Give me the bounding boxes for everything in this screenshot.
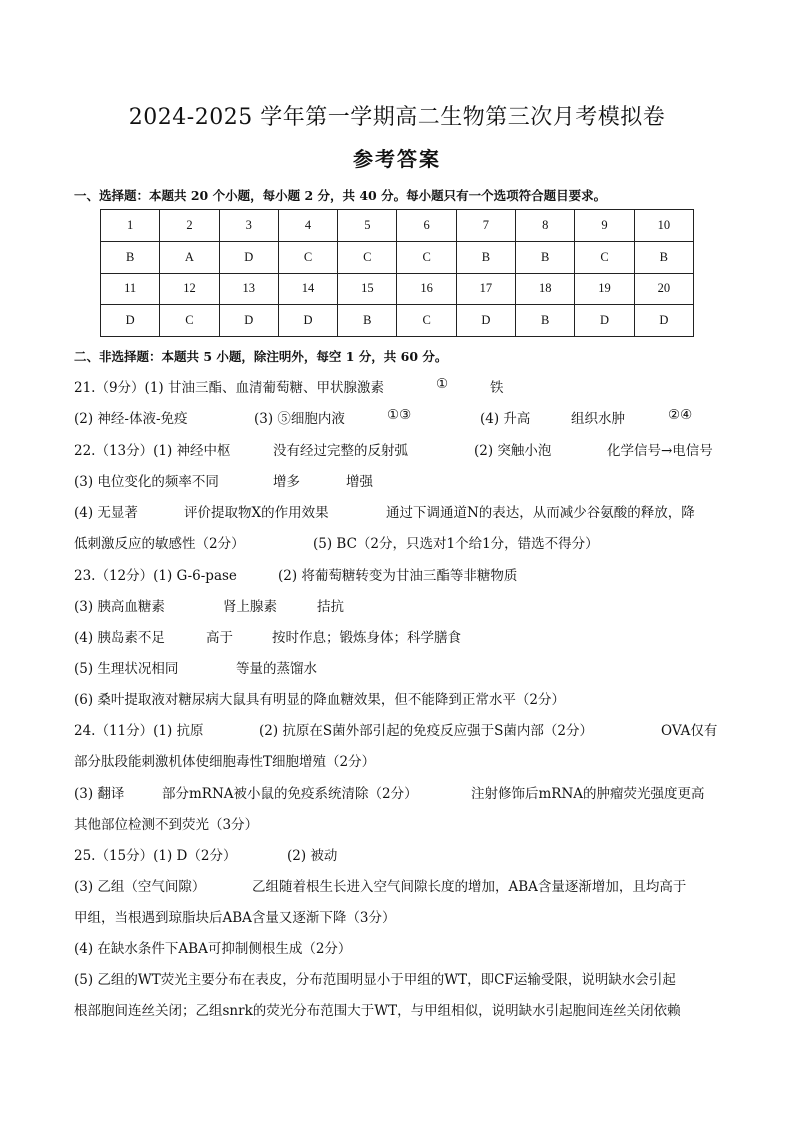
table-cell: 11 xyxy=(101,273,160,305)
table-cell: B xyxy=(456,241,515,273)
answer-text: 按时作息；锻炼身体；科学膳食 xyxy=(272,630,461,646)
answer-text: (4) 无显著 xyxy=(74,505,138,521)
answer-text: ②④ xyxy=(668,407,693,423)
answer-text: 其他部位检测不到荧光（3分） xyxy=(74,817,259,833)
table-row-numbers-1 xyxy=(101,210,694,242)
answer-text: (3) ⑤细胞内液 xyxy=(254,411,345,427)
table-cell: B xyxy=(516,241,575,273)
table-cell: D xyxy=(278,305,337,337)
table-cell: C xyxy=(397,305,456,337)
answer-text: 没有经过完整的反射弧 xyxy=(273,443,408,459)
answer-text: (2) 突触小泡 xyxy=(474,443,552,459)
answer-text: 肾上腺素 xyxy=(223,599,277,615)
answer-text: 部分肽段能刺激机体使细胞毒性T细胞增殖（2分） xyxy=(74,754,376,770)
answer-text: 22.（13分）(1) 神经中枢 xyxy=(74,443,231,459)
answer-text: (5) BC（2分，只选对1个给1分，错选不得分） xyxy=(313,536,599,552)
answer-text: (4) 升高 xyxy=(480,411,531,427)
answer-text: (6) 桑叶提取液对糖尿病大鼠具有明显的降血糖效果，但不能降到正常水平（2分） xyxy=(74,692,566,708)
table-cell: C xyxy=(338,241,397,273)
page-title: 2024-2025 学年第一学期高二生物第三次月考模拟卷 xyxy=(128,105,666,130)
answer-text: 等量的蒸馏水 xyxy=(236,661,317,677)
table-cell: 13 xyxy=(219,273,278,305)
answer-text: 21.（9分）(1) 甘油三酯、血清葡萄糖、甲状腺激素 xyxy=(74,380,384,396)
table-cell: B xyxy=(634,241,693,273)
table-cell: C xyxy=(278,241,337,273)
answer-text: 低刺激反应的敏感性（2分） xyxy=(74,536,245,552)
answer-text: (4) 胰岛素不足 xyxy=(74,630,165,646)
table-cell: D xyxy=(101,305,160,337)
answer-text: 组织水肿 xyxy=(571,411,625,427)
answer-text: 甲组，当根遇到琼脂块后ABA含量又逐渐下降（3分） xyxy=(74,910,396,926)
answer-text: (2) 将葡萄糖转变为甘油三酯等非糖物质 xyxy=(278,568,518,584)
table-cell: 15 xyxy=(338,273,397,305)
answer-table xyxy=(100,209,694,337)
answer-text: 化学信号→电信号 xyxy=(607,443,713,459)
answer-text: 24.（11分）(1) 抗原 xyxy=(74,723,204,739)
answer-text: (2) 被动 xyxy=(287,848,338,864)
answer-text: (2) 抗原在S菌外部引起的免疫反应强于S菌内部（2分） xyxy=(259,723,593,739)
table-cell: 5 xyxy=(338,210,397,242)
answer-text: 部分mRNA被小鼠的免疫系统清除（2分） xyxy=(162,786,418,802)
answer-text: 高于 xyxy=(206,630,233,646)
answer-text: OVA仅有 xyxy=(661,723,718,739)
table-cell: 10 xyxy=(634,210,693,242)
answer-text: 评价提取物X的作用效果 xyxy=(184,505,329,521)
table-cell: 2 xyxy=(160,210,219,242)
table-row-answers-2 xyxy=(101,305,694,337)
table-cell: 16 xyxy=(397,273,456,305)
answer-text: 乙组随着根生长进入空气间隙长度的增加，ABA含量逐渐增加，且均高于 xyxy=(252,879,687,895)
page-subtitle: 参考答案 xyxy=(353,147,441,171)
section-2-heading: 二、非选择题：本题共 5 小题，除注明外，每空 1 分，共 60 分。 xyxy=(74,349,448,364)
table-cell: 12 xyxy=(160,273,219,305)
table-cell: D xyxy=(219,241,278,273)
answer-text: (4) 在缺水条件下ABA可抑制侧根生成（2分） xyxy=(74,941,352,957)
answer-text: ① xyxy=(436,376,449,392)
table-cell: D xyxy=(634,305,693,337)
table-cell: B xyxy=(338,305,397,337)
table-cell: D xyxy=(456,305,515,337)
answer-text: (3) 电位变化的频率不同 xyxy=(74,474,219,490)
table-cell: 6 xyxy=(397,210,456,242)
answer-text: 铁 xyxy=(490,380,504,396)
table-cell: D xyxy=(219,305,278,337)
answer-text: 23.（12分）(1) G-6-pase xyxy=(74,568,237,584)
table-cell: 20 xyxy=(634,273,693,305)
table-cell: B xyxy=(516,305,575,337)
table-cell: 17 xyxy=(456,273,515,305)
answer-text: (5) 生理状况相同 xyxy=(74,661,179,677)
answer-text: 25.（15分）(1) D（2分） xyxy=(74,848,237,864)
table-cell: C xyxy=(397,241,456,273)
answer-text: 增强 xyxy=(346,474,373,490)
table-cell: A xyxy=(160,241,219,273)
table-row-answers-1 xyxy=(101,241,694,273)
answer-text: (3) 胰高血糖素 xyxy=(74,599,165,615)
section-1-heading: 一、选择题：本题共 20 个小题，每小题 2 分，共 40 分。每小题只有一个选项符合题目要求。 xyxy=(74,188,607,203)
answer-text: ①③ xyxy=(387,407,412,423)
answer-text: 增多 xyxy=(273,474,300,490)
table-cell: 7 xyxy=(456,210,515,242)
answer-text: 注射修饰后mRNA的肿瘤荧光强度更高 xyxy=(471,786,705,802)
answer-text: 拮抗 xyxy=(317,599,344,615)
table-row-numbers-2 xyxy=(101,273,694,305)
table-cell: C xyxy=(160,305,219,337)
table-cell: 18 xyxy=(516,273,575,305)
table-cell: B xyxy=(101,241,160,273)
answer-text: (3) 翻译 xyxy=(74,786,125,802)
answer-text: 通过下调通道N的表达，从而减少谷氨酸的释放，降 xyxy=(386,505,695,521)
table-cell: C xyxy=(575,241,634,273)
table-cell: D xyxy=(575,305,634,337)
table-cell: 3 xyxy=(219,210,278,242)
table-cell: 9 xyxy=(575,210,634,242)
table-cell: 4 xyxy=(278,210,337,242)
answer-text: (5) 乙组的WT荧光主要分布在表皮，分布范围明显小于甲组的WT，即CF运输受限，说明缺水会引起 xyxy=(74,972,676,988)
answer-text: 根部胞间连丝关闭；乙组snrk的荧光分布范围大于WT，与甲组相似，说明缺水引起胞间连丝关闭依赖 xyxy=(74,1003,681,1019)
answer-text: (3) 乙组（空气间隙） xyxy=(74,879,206,895)
table-cell: 1 xyxy=(101,210,160,242)
table-cell: 14 xyxy=(278,273,337,305)
answer-text: (2) 神经-体液-免疫 xyxy=(74,411,188,427)
table-cell: 19 xyxy=(575,273,634,305)
table-cell: 8 xyxy=(516,210,575,242)
